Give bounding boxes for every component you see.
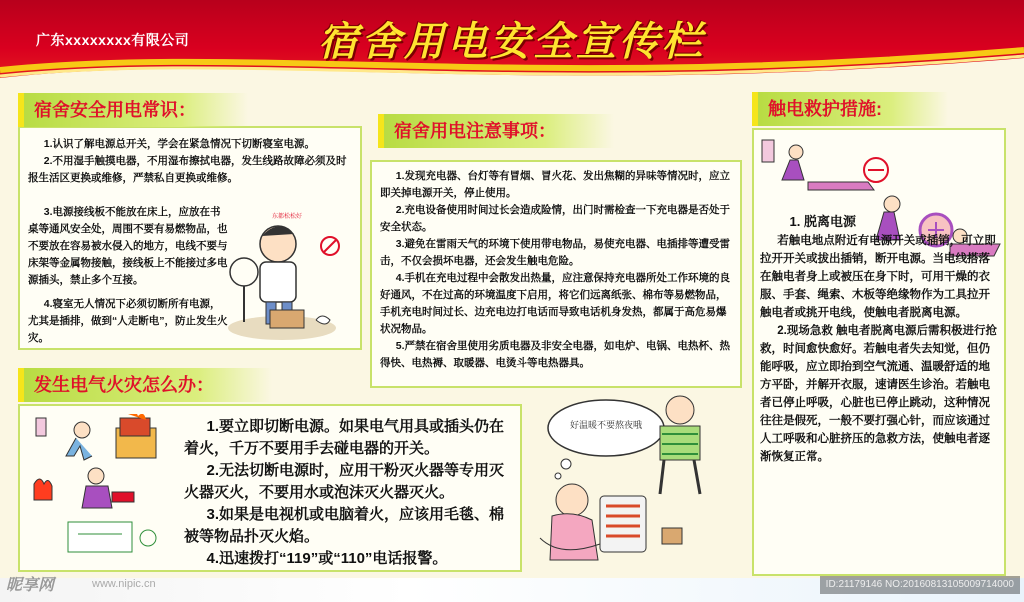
list-item: 1.要立即切断电源。如果电气用具或插头仍在着火，千万不要用手去碰电器的开关。: [184, 418, 505, 457]
page-title: 宿舍用电安全宣传栏: [318, 18, 705, 65]
list-item: 4.迅速拨打“119”或“110”电话报警。: [206, 550, 448, 567]
section-electricity-knowledge-text-wrap: [28, 204, 228, 289]
list-item: 2.充电设备使用时间过长会造成险情，出门时需检查一下充电器是否处于安全状态。: [380, 204, 731, 233]
section-electricity-knowledge-title: 宿舍安全用电常识：: [18, 93, 248, 127]
list-item: 1. 脱离电源: [789, 214, 856, 229]
section-electricity-knowledge-text-end: [28, 296, 228, 347]
list-item: 3.电源接线板不能放在床上，应放在书桌等通风安全处，周围不要有易燃物品，也不要放在容易被水侵入的地方，电线不要与床架等金属物接触，接线板上不能接过多电源插头，禁止多个互接。: [28, 206, 228, 286]
list-item: 1.发现充电器、台灯等有冒烟、冒火花、发出焦糊的异味等情况时，应立即关掉电源开关，停止使用。: [380, 170, 731, 199]
list-item: 若触电地点附近有电源开关或插销，可立即拉开开关或拔出插销，断开电源。当电线搭落在触电者身上或被压在身下时，可用干燥的衣服、手套、绳索、木板等绝缘物作为工具拉开触电者或挑开电线，使触电者脱离电源。: [760, 235, 996, 319]
section-electricity-knowledge-text: [28, 136, 354, 187]
company-name: 广东xxxxxxxx有限公司: [36, 32, 190, 48]
section-rescue-measures-title: 触电救护措施:: [752, 92, 948, 126]
list-item: 3.避免在雷雨天气的环境下使用带电物品，易使充电器、电插排等遭受雷击，不仅会损坏电器，还会发生触电危险。: [380, 238, 731, 267]
list-item: 2.现场急救 触电者脱离电源后需积极进行抢救，时间愈快愈好。若触电者失去知觉，但仍能呼吸，应立即抬到空气流通、温暖舒适的地方平卧，并解开衣服，速请医生诊治。若触电者已停止呼吸，心脏也已停止跳动，这种情况往往是假死，一般不要打强心针，而应该通过人工呼吸和心脏挤压的急救方法，使触电者逐渐恢复正常。: [760, 325, 998, 463]
list-item: 3.如果是电视机或电脑着火，应该用毛毯、棉被等物品扑灭火焰。: [184, 506, 505, 545]
section-rescue-text: [760, 232, 1000, 466]
section-electric-fire-title: 发生电气火灾怎么办：: [18, 368, 272, 402]
watermark-id: ID:21179146 NO:20160813105009714000: [820, 576, 1020, 594]
illustration-bubble-text: 东都松松好: [272, 213, 303, 220]
list-item: 2.不用湿手触摸电器，不用湿布擦拭电器，发生线路故障必须及时报生活区更换或维修，严禁私自更换或维修。: [28, 155, 347, 184]
section-usage-notes-text: [380, 168, 736, 372]
student-charging-illustration: [226, 210, 354, 342]
list-item: 4.手机在充电过程中会散发出热量，应注意保持充电器所处工作环境的良好通风，不在过高的环境温度下启用，将它们远离纸张、棉布等易燃物品，手机充电时间过长、边充电边打电话而导致电话机身发热，都属于高危易爆状况物品。: [380, 272, 731, 335]
header-banner: [0, 0, 1024, 88]
section-rescue-step1-heading: [770, 212, 890, 232]
list-item: 5.严禁在宿舍里使用劣质电器及非安全电器，如电炉、电锅、电热杯、热得快、电热褥、取暖器、电烫斗等电热器具。: [380, 340, 731, 369]
section-usage-notes-title: 宿舍用电注意事项：: [378, 114, 614, 148]
illustration-bubble-text: 好温暖不要熬夜哦: [570, 421, 643, 431]
section-electric-fire-text: [184, 416, 516, 570]
list-item: 1.认识了解电源总开关，学会在紧急情况下切断寝室电源。: [43, 138, 316, 150]
list-item: 2.无法切断电源时，应用干粉灭火器等专用灭火器灭火，不要用水或泡沫灭火器灭火。: [184, 462, 505, 501]
list-item: 4.寝室无人情况下必须切断所有电源，尤其是插排，做到“人走断电”，防止发生火灾。: [28, 298, 228, 344]
watermark-url: www.nipic.cn: [92, 578, 156, 590]
fire-emergency-illustration: [28, 414, 174, 564]
heater-warming-illustration: [530, 388, 744, 572]
watermark-site-name: 昵享网: [6, 577, 55, 594]
